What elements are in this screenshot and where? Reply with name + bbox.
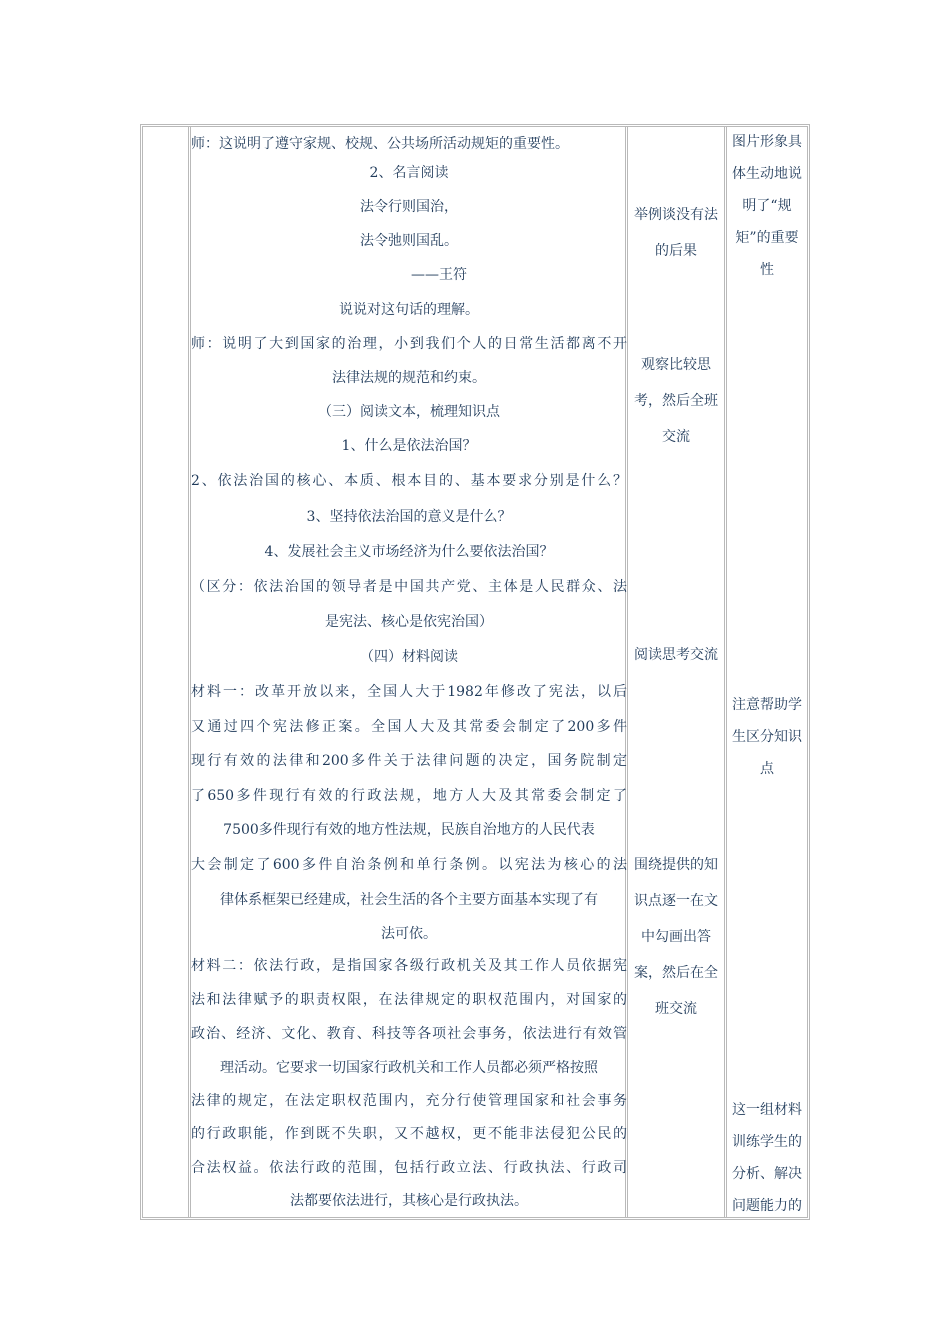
content-line: 2、依法治国的核心、本质、根本目的、基本要求分别是什么？ [191,473,627,489]
intent-text: 问题能力的 [732,1198,802,1214]
intent-text: 点 [760,761,774,777]
activity-text: 交流 [662,429,690,445]
activity-text: 案，然后在全 [634,965,718,981]
intent-text: 明了“规 [742,198,792,214]
content-line: 的行政职能，作到既不失职，又不越权，更不能非法侵犯公民的 [191,1126,627,1142]
intent-text: 性 [760,262,774,278]
intent-text: 训练学生的 [732,1134,802,1150]
intent-text: 这一组材料 [732,1102,802,1118]
activity-text: 围绕提供的知 [634,857,718,873]
content-line: 法都要依法进行，其核心是行政执法。 [290,1193,528,1209]
activity-text: 举例谈没有法 [634,207,718,223]
content-line: 师：这说明了遵守家规、校规、公共场所活动规矩的重要性。 [191,136,569,152]
activity-text: 的后果 [655,243,697,259]
content-line: 法律的规定，在法定职权范围内，充分行使管理国家和社会事务 [191,1093,627,1109]
content-line: 3、坚持依法治国的意义是什么？ [306,509,512,525]
content-line: 是宪法、核心是依宪治国） [325,614,493,630]
content-line: 理活动。它要求一切国家行政机关和工作人员都必须严格按照 [220,1060,598,1076]
activity-text: 阅读思考交流 [634,647,718,663]
content-line: ——王符 [411,267,467,283]
content-line: 政治、经济、文化、教育、科技等各项社会事务，依法进行有效管 [191,1026,627,1042]
content-line: 法可依。 [381,926,437,942]
content-line: 了650多件现行有效的行政法规，地方人大及其常委会制定了 [191,788,627,804]
content-line: 法律法规的规范和约束。 [332,370,486,386]
content-line: 律体系框架已经建成，社会生活的各个主要方面基本实现了有 [220,892,598,908]
intent-text: 图片形象具 [732,134,802,150]
content-line: 4、发展社会主义市场经济为什么要依法治国？ [264,544,554,560]
content-line: 2、名言阅读 [369,165,449,181]
content-line: 师：说明了大到国家的治理，小到我们个人的日常生活都离不开 [191,336,627,352]
intent-text: 分析、解决 [732,1166,802,1182]
content-line: 1、什么是依法治国？ [341,438,477,454]
activity-text: 考，然后全班 [634,393,718,409]
content-line: 材料一：改革开放以来，全国人大于1982年修改了宪法，以后 [191,684,627,700]
content-line: 现行有效的法律和200多件关于法律问题的决定，国务院制定 [191,753,627,769]
activity-text: 识点逐一在文 [634,893,718,909]
intent-text: 矩”的重要 [735,230,799,246]
intent-text: 体生动地说 [732,166,802,182]
content-line: （四）材料阅读 [360,649,458,665]
activity-text: 班交流 [655,1001,697,1017]
content-line: 法令行则国治， [360,199,458,215]
content-line: 大会制定了600多件自治条例和单行条例。以宪法为核心的法 [191,857,627,873]
content-line: 又通过四个宪法修正案。全国人大及其常委会制定了200多件 [191,719,627,735]
content-line: 说说对这句话的理解。 [339,302,479,318]
activity-text: 观察比较思 [641,357,711,373]
content-line: 法令弛则国乱。 [360,233,458,249]
content-line: （三）阅读文本，梳理知识点 [318,404,500,420]
content-line: 合法权益。依法行政的范围，包括行政立法、行政执法、行政司 [191,1160,627,1176]
column-divider [724,127,727,1217]
content-line: 7500多件现行有效的地方性法规，民族自治地方的人民代表 [223,822,595,838]
content-line: （区分：依法治国的领导者是中国共产党、主体是人民群众、法 [191,579,627,595]
activity-text: 中勾画出答 [641,929,711,945]
intent-text: 生区分知识 [732,729,802,745]
content-line: 法和法律赋予的职责权限，在法律规定的职权范围内，对国家的 [191,992,627,1008]
intent-text: 注意帮助学 [732,697,802,713]
content-line: 材料二：依法行政，是指国家各级行政机关及其工作人员依据宪 [191,958,627,974]
